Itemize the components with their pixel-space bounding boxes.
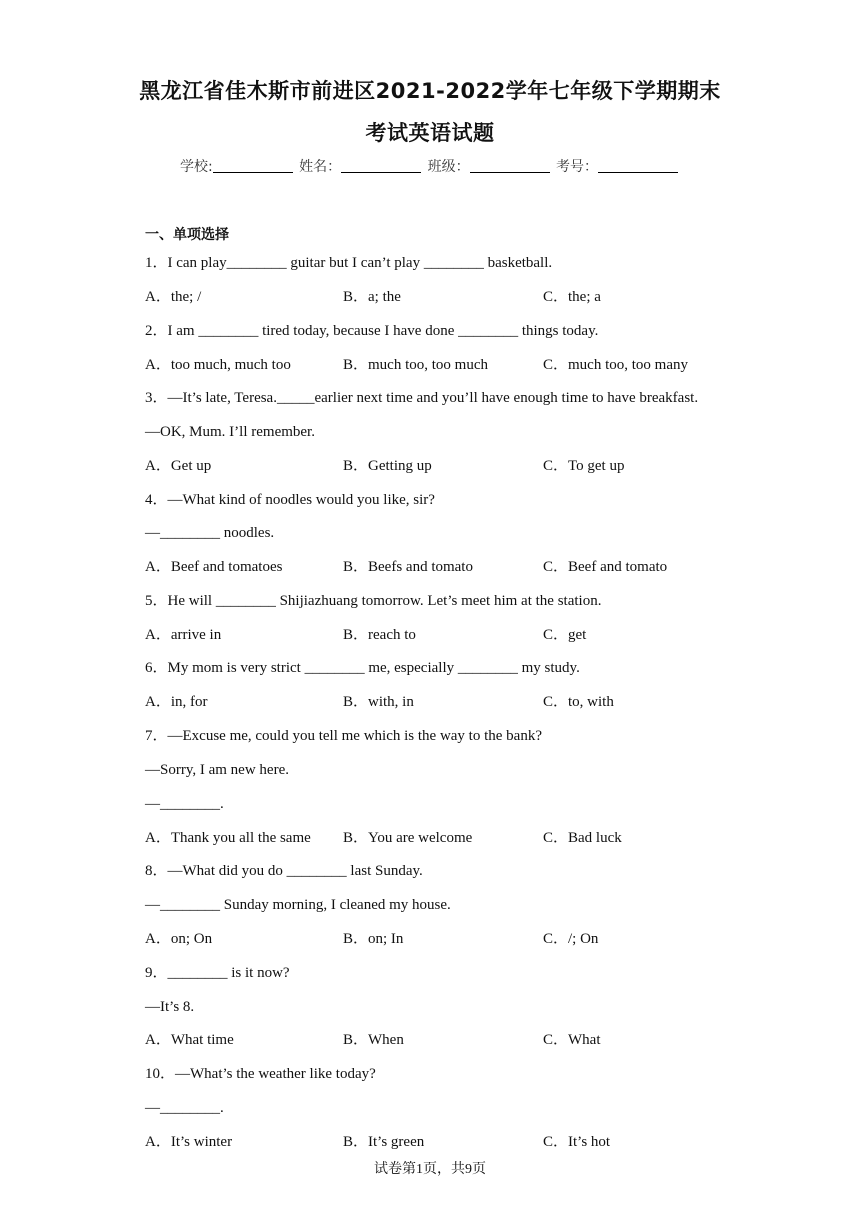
q6-option-a: A．in, for: [145, 694, 208, 710]
q6-option-b: B．with, in: [343, 694, 414, 710]
name-label: 姓名：: [299, 159, 342, 175]
question-6: 6．My mom is very strict ________ me, especially ________ my study.: [145, 660, 580, 676]
q2-option-c: C．much too, too many: [543, 357, 688, 373]
question-3-response: —OK, Mum. I’ll remember.: [145, 424, 315, 440]
section-title: 一、单项选择: [145, 227, 229, 243]
q9-option-c: C．What: [543, 1032, 601, 1048]
q5-option-a: A．arrive in: [145, 627, 222, 643]
q5-option-c: C．get: [543, 627, 587, 643]
q8-option-a: A．on; On: [145, 931, 213, 947]
q9-option-b: B．When: [343, 1032, 404, 1048]
exam-number-label: 考号：: [556, 159, 599, 175]
q5-option-b: B．reach to: [343, 627, 416, 643]
question-10-blank: —________.: [145, 1100, 224, 1116]
question-9-response: —It’s 8.: [145, 999, 195, 1015]
question-7: 7．—Excuse me, could you tell me which is the way to the bank?: [145, 728, 542, 744]
question-4: 4．—What kind of noodles would you like, sir?: [145, 492, 435, 508]
q10-option-c: C．It’s hot: [543, 1134, 611, 1150]
student-info-fields: [0, 156, 860, 178]
q9-option-a: A．What time: [145, 1032, 234, 1048]
q4-option-a: A．Beef and tomatoes: [145, 559, 283, 575]
q3-option-a: A．Get up: [145, 458, 212, 474]
q10-option-b: B．It’s green: [343, 1134, 425, 1150]
exam-number-blank[interactable]: [598, 158, 678, 173]
class-label: 班级：: [427, 159, 470, 175]
question-3: 3．—It’s late, Teresa._____earlier next time and you’ll have enough time to have breakfast.: [145, 390, 699, 406]
q7-option-c: C．Bad luck: [543, 830, 622, 846]
q10-option-a: A．It’s winter: [145, 1134, 233, 1150]
q7-option-b: B．You are welcome: [343, 830, 473, 846]
question-7-blank: —________.: [145, 796, 224, 812]
q7-option-a: A．Thank you all the same: [145, 830, 311, 846]
class-blank[interactable]: [470, 158, 550, 173]
school-label: 学校:: [179, 159, 213, 175]
question-4-response: —________ noodles.: [145, 525, 275, 541]
q8-option-b: B．on; In: [343, 931, 404, 947]
q8-option-c: C．/; On: [543, 931, 599, 947]
q2-option-b: B．much too, too much: [343, 357, 488, 373]
q3-option-b: B．Getting up: [343, 458, 432, 474]
question-8: 8．—What did you do ________ last Sunday.: [145, 863, 423, 879]
q1-option-b: B．a; the: [343, 289, 401, 305]
q3-option-c: C．To get up: [543, 458, 625, 474]
question-7-response: —Sorry, I am new here.: [145, 762, 289, 778]
q1-option-a: A．the; /: [145, 289, 202, 305]
question-8-response: —________ Sunday morning, I cleaned my house.: [145, 897, 451, 913]
question-5: 5．He will ________ Shijiazhuang tomorrow. Let’s meet him at the station.: [145, 593, 602, 609]
name-blank[interactable]: [341, 158, 421, 173]
question-2: 2．I am ________ tired today, because I have done ________ things today.: [145, 323, 599, 339]
exam-title-line-2: 考试英语试题: [365, 121, 495, 145]
q1-option-c: C．the; a: [543, 289, 601, 305]
q2-option-a: A．too much, much too: [145, 357, 291, 373]
question-10: 10．—What’s the weather like today?: [145, 1066, 376, 1082]
question-9: 9．________ is it now?: [145, 965, 290, 981]
page-footer: 试卷第1页，共9页: [374, 1162, 486, 1177]
q6-option-c: C．to, with: [543, 694, 614, 710]
school-blank[interactable]: [213, 158, 293, 173]
question-1: 1．I can play________ guitar but I can’t play ________ basketball.: [145, 255, 553, 271]
q4-option-c: C．Beef and tomato: [543, 559, 668, 575]
q4-option-b: B．Beefs and tomato: [343, 559, 473, 575]
exam-title-line-1: 黑龙江省佳木斯市前进区2021-2022学年七年级下学期期末: [139, 79, 721, 103]
